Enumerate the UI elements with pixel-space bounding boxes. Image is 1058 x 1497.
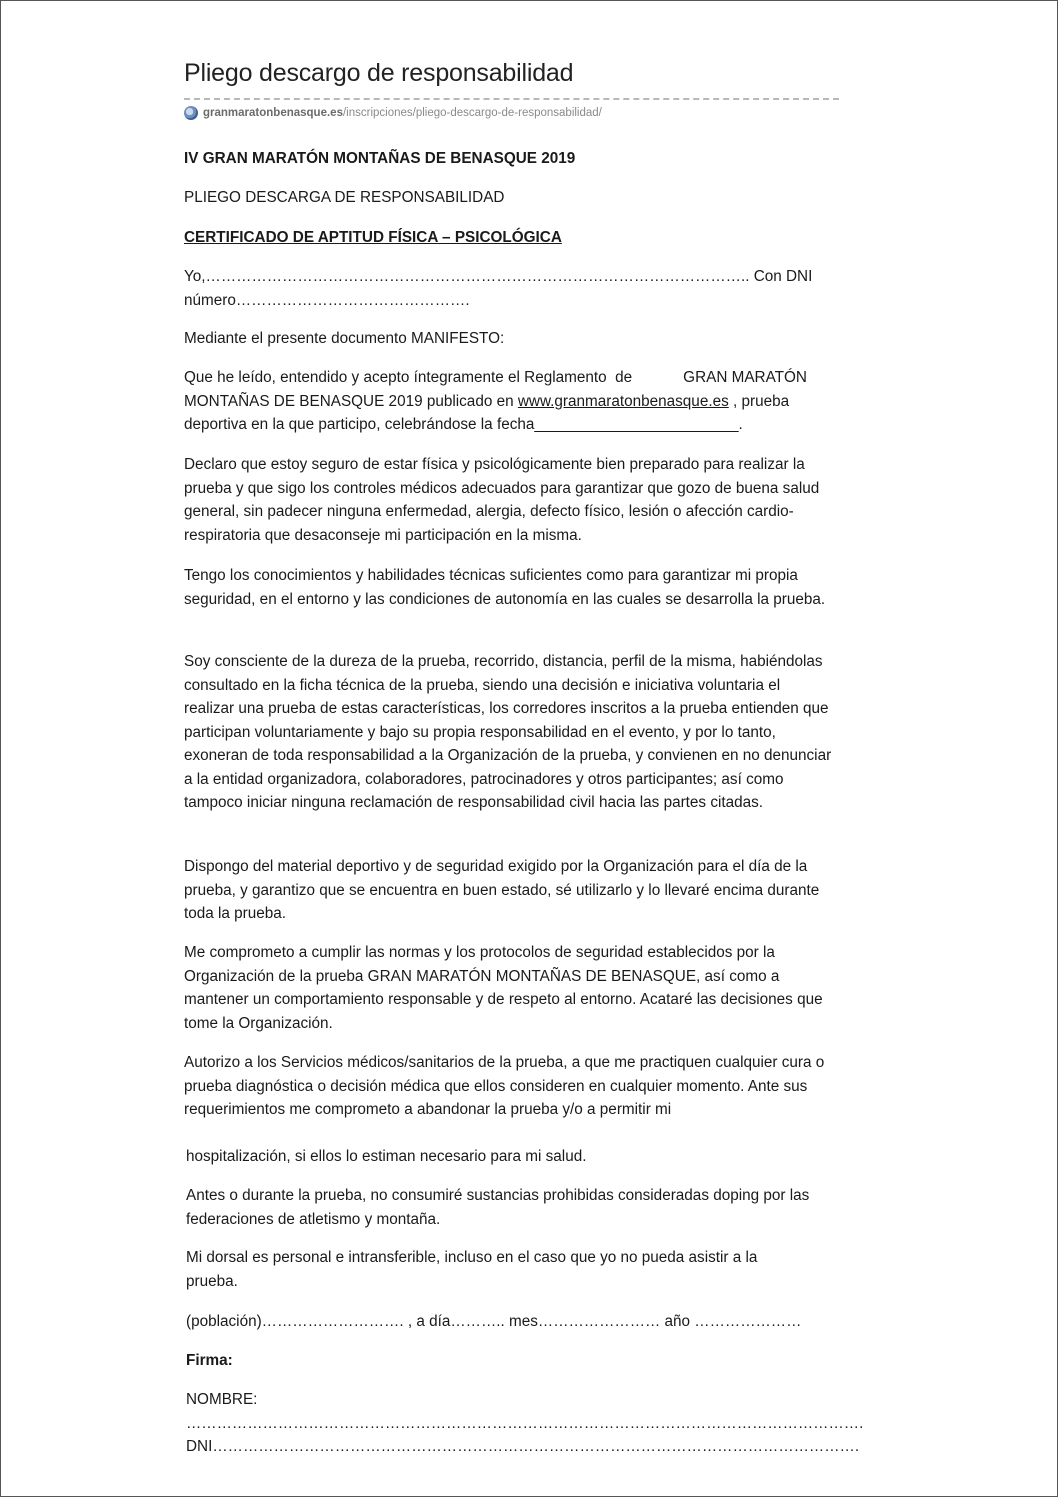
paragraph-antes: Antes o durante la prueba, no consumiré sustancias prohibidas consideradas doping por las federaciones de atletismo y montaña. xyxy=(186,1187,810,1228)
url-domain: granmaratonbenasque.es xyxy=(203,107,343,119)
event-title: IV GRAN MARATÓN MONTAÑAS DE BENASQUE 2019 xyxy=(184,150,576,167)
paragraph-hospitalizacion: hospitalización, si ellos lo estiman necesario para mi salud. xyxy=(186,1148,587,1165)
site-favicon-icon xyxy=(184,106,198,120)
dashed-divider xyxy=(184,98,839,100)
certificate-title: CERTIFICADO DE APTITUD FÍSICA – PSICOLÓGICA xyxy=(184,229,562,246)
regulation-paragraph xyxy=(184,366,839,437)
dni-number-line: número………………………………………. xyxy=(184,292,470,309)
source-url[interactable] xyxy=(184,105,602,121)
signature-label: Firma: xyxy=(186,1352,233,1369)
url-path: /inscripciones/pliego-descargo-de-responsabilidad/ xyxy=(342,107,602,119)
paragraph-declaro: Declaro que estoy seguro de estar física y psicológicamente bien preparado para realizar la prueba y que sigo los controles médicos adecuados para garantizar que gozo de buena salud general, sin padecer ninguna enfermedad, alergia, defecto físico, lesión o afección cardio-respiratoria que desaconseje mi participación en la misma. xyxy=(184,456,820,544)
paragraph-tengo: Tengo los conocimientos y habilidades técnicas suficientes como para garantizar mi propia seguridad, en el entorno y las condiciones de autonomía en las cuales se desarrolla la prueba. xyxy=(184,567,826,608)
name-dotted-line: ……………………………………………………………………………………………………………………. xyxy=(186,1415,864,1432)
regulation-link[interactable]: www.granmaratonbenasque.es xyxy=(517,392,729,410)
dni-signature-line: DNI………………………………………………………………………………………………………………. xyxy=(186,1438,860,1455)
paragraph-soy-consciente: Soy consciente de la dureza de la prueba, recorrido, distancia, perfil de la misma, habiéndolas consultado en la ficha técnica de la prueba, siendo una decisión e iniciativa voluntaria el realizar una prueba de estas características, los corredores inscritos a la prueba entienden que participan voluntariamente y bajo su propia responsabilidad en el evento, y por lo tanto, exoneran de toda responsabilidad a la Organización de la prueba, y convienen en no denunciar a la entidad organizadora, colaboradores, patrocinadores y otros participantes; así como tampoco iniciar ninguna reclamación de responsabilidad civil hacia las partes citadas. xyxy=(184,653,832,811)
paragraph-dorsal: Mi dorsal es personal e intransferible, incluso en el caso que yo no pueda asistir a la prueba. xyxy=(186,1249,758,1290)
regulation-text-start: Que he leído, entendido y acepto íntegramente el Reglamento de GRAN MARATÓN MONTAÑAS DE BENASQUE 2019 publicado en xyxy=(184,369,812,410)
regulation-text-end: , prueba deportiva en la que participo, celebrándose la fecha________________________. xyxy=(184,392,790,433)
document-type: PLIEGO DESCARGA DE RESPONSABILIDAD xyxy=(184,189,505,206)
page-title: Pliego descargo de responsabilidad xyxy=(184,59,574,87)
paragraph-dispongo: Dispongo del material deportivo y de seguridad exigido por la Organización para el día de la prueba, y garantizo que se encuentra en buen estado, sé utilizarlo y lo llevaré encima durante toda la prueba. xyxy=(184,858,820,922)
name-label: NOMBRE: xyxy=(186,1391,258,1408)
name-field-line: Yo,…………………………………………………………………………………………….. Con DNI xyxy=(184,268,813,285)
paragraph-autorizo: Autorizo a los Servicios médicos/sanitarios de la prueba, a que me practiquen cualquier cura o prueba diagnóstica o decisión médica que ellos consideren en cualquier momento. Ante sus requerimientos me comprometo a abandonar la prueba y/o a permitir mi xyxy=(184,1054,825,1118)
place-date-line: (población)………………………. , a día……….. mes…………………… año ………………… xyxy=(186,1313,802,1330)
paragraph-comprometo: Me comprometo a cumplir las normas y los protocolos de seguridad establecidos por la Organización de la prueba GRAN MARATÓN MONTAÑAS DE BENASQUE, así como a mantener un comportamiento responsable y de respeto al entorno. Acataré las decisiones que tome la Organización. xyxy=(184,944,823,1032)
manifesto-intro: Mediante el presente documento MANIFESTO: xyxy=(184,330,505,347)
